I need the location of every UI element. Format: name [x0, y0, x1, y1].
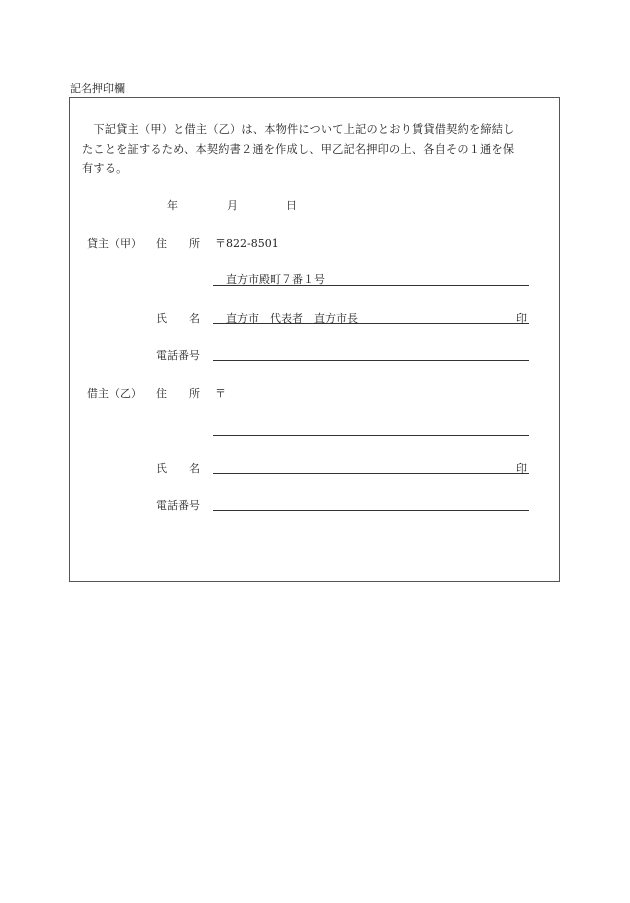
preamble-line-1: 下記貸主（甲）と借主（乙）は、本物件について上記のとおり賃貸借契約を締結し: [82, 123, 515, 136]
lessor-address: 直方市殿町７番１号: [226, 273, 325, 286]
lessor-name-line: [213, 323, 529, 324]
lessor-seal: 印: [516, 312, 527, 325]
lessee-seal: 印: [516, 462, 527, 475]
lessee-address-label: 住 所: [156, 387, 200, 400]
lessor-name: 直方市 代表者 直方市長: [226, 312, 358, 325]
lessee-name-line: [213, 473, 529, 474]
lessee-name-label: 氏 名: [156, 462, 200, 475]
date-day-label: 日: [286, 199, 297, 212]
date-year-label: 年: [167, 199, 178, 212]
lessor-phone-label: 電話番号: [156, 349, 200, 362]
section-title: 記名押印欄: [70, 82, 125, 95]
lessor-address-line: [213, 285, 529, 286]
preamble-line-2: たことを証するため、本契約書２通を作成し、甲乙記名押印の上、各自その１通を保: [82, 143, 515, 156]
lessee-postal: 〒: [215, 387, 226, 400]
preamble-line-3: 有する。: [82, 162, 128, 175]
lessee-phone-line: [213, 510, 529, 511]
lessee-address-line: [213, 435, 529, 436]
lessor-name-label: 氏 名: [156, 312, 200, 325]
lessee-role: 借主（乙）: [87, 387, 142, 400]
date-month-label: 月: [227, 199, 238, 212]
lessee-phone-label: 電話番号: [156, 499, 200, 512]
lessor-postal: 〒822-8501: [215, 237, 279, 250]
lessor-phone-line: [213, 360, 529, 361]
lessor-role: 貸主（甲）: [87, 237, 142, 250]
lessor-address-label: 住 所: [156, 237, 200, 250]
